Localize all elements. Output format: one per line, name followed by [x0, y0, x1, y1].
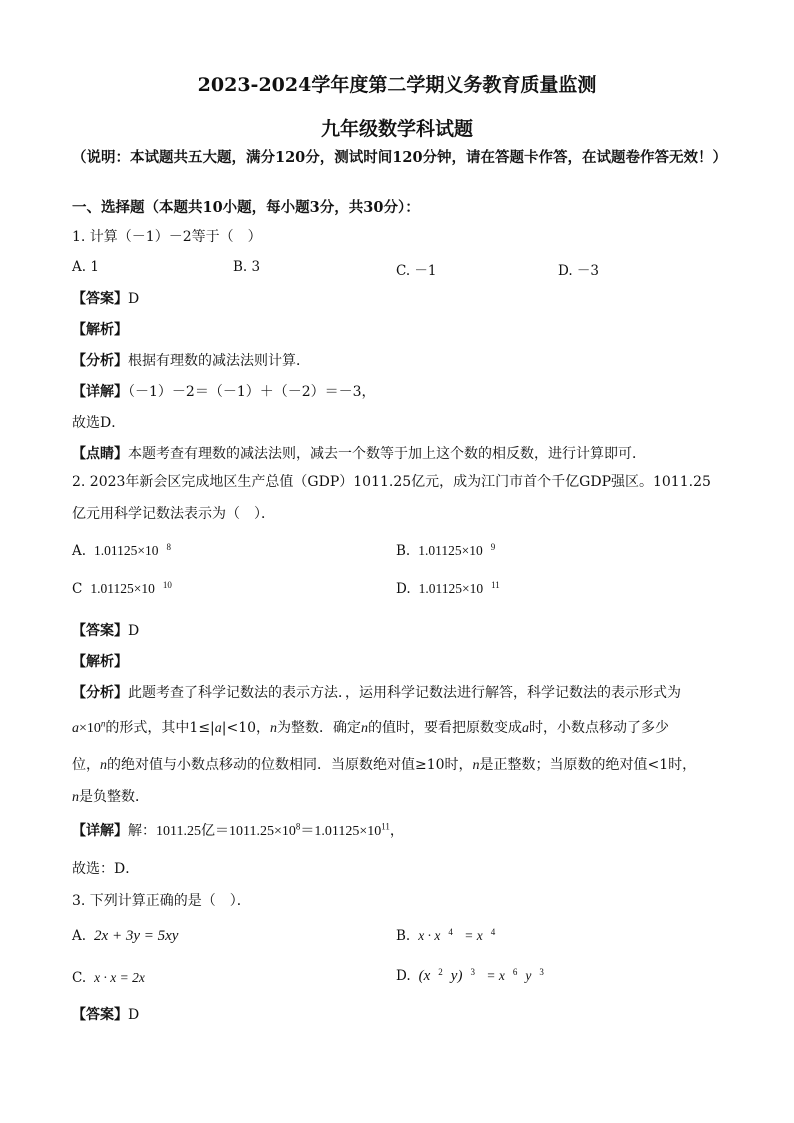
text-segment: 是正整数；当原数的绝对值<1时，: [479, 757, 697, 773]
math-exponent: 11: [381, 821, 390, 832]
q2-option-b: [396, 543, 495, 559]
q3-option-c: [72, 970, 145, 986]
option-value: (x: [418, 968, 431, 984]
text-segment: 的形式，其中1≤|: [105, 720, 215, 736]
dianjing-tag: 【点睛】: [72, 446, 128, 462]
fenxi-tag: 【分析】: [72, 353, 128, 369]
detail-tag: 【详解】: [72, 384, 128, 400]
text-segment: 为整数．确定: [277, 720, 362, 736]
answer-tag: 【答案】: [72, 291, 128, 307]
option-exponent: 10: [162, 579, 172, 590]
math-var: n: [72, 790, 79, 805]
question-3-stem: 3. 下列计算正确的是（ ）．: [72, 893, 251, 909]
q2-fenxi-line2: [72, 719, 669, 738]
q3-option-d: [396, 968, 544, 985]
math-exponent: 4: [490, 926, 496, 937]
dianjing-text: 本题考查有理数的减法法则，减去一个数等于加上这个数的相反数，进行计算即可．: [128, 446, 646, 462]
fenxi-text: 此题考查了科学记数法的表示方法．，运用科学记数法进行解答，科学记数法的表示形式为: [128, 685, 681, 701]
option-letter: A.: [72, 928, 87, 944]
q2-fenxi-line3: [72, 756, 696, 775]
option-value: 1.01125×10: [90, 581, 155, 596]
q1-dianjing: [72, 445, 646, 463]
q2-option-a: [72, 543, 171, 559]
detail-text: ，: [389, 823, 404, 839]
math-exponent: 4: [448, 926, 453, 937]
q2-fenxi-line1: [72, 684, 681, 702]
q2-detail: [72, 822, 404, 841]
q2-answer: [72, 622, 139, 640]
math-var: a: [72, 721, 79, 736]
detail-text: ＝1.01125×10: [300, 824, 382, 839]
answer-value: D: [128, 1007, 140, 1023]
math-var: a: [214, 721, 222, 736]
answer-tag: 【答案】: [72, 623, 128, 639]
option-value: 1.01125×10: [418, 543, 483, 558]
math-exponent: 6: [512, 966, 518, 977]
math-var: n: [270, 721, 278, 736]
q2-analysis-tag: 【解析】: [72, 654, 128, 670]
question-1-stem: 1. 计算（－1）－2等于（ ）: [72, 229, 262, 245]
option-letter: C: [72, 581, 83, 597]
math-var: a: [522, 721, 530, 736]
exam-instructions: （说明：本试题共五大题，满分120分，测试时间120分钟，请在答题卡作答，在试题卷作答无效！）: [72, 149, 728, 166]
q1-detail: [72, 383, 376, 401]
option-value: x · x = 2x: [94, 970, 145, 985]
option-value: y: [525, 968, 532, 983]
section-heading: 一、选择题（本题共10小题，每小题3分，共30分）：: [72, 199, 420, 216]
q1-choose: 故选D．: [72, 415, 126, 431]
fenxi-text: 根据有理数的减法法则计算．: [128, 353, 310, 369]
text-segment: 的值时，要看把原数变成: [368, 720, 523, 736]
math-exponent: 8: [295, 821, 301, 832]
math-exponent: 3: [539, 966, 544, 977]
math-var: n: [100, 758, 107, 773]
option-value: = x: [482, 968, 505, 983]
q1-option-c: C. －1: [396, 263, 437, 279]
option-letter: B.: [396, 928, 411, 944]
detail-text: 解：1011.25亿＝1011.25×10: [128, 824, 296, 839]
detail-tag: 【详解】: [72, 823, 128, 839]
math-var: n: [472, 758, 480, 773]
text-segment: 是负整数．: [79, 789, 149, 805]
option-value: y): [450, 968, 463, 984]
option-letter: D.: [396, 581, 411, 597]
math-var: n: [361, 721, 369, 736]
q3-option-b: [396, 928, 495, 944]
exam-subtitle: 九年级数学科试题: [320, 118, 473, 140]
text-segment: 的绝对值与小数点移动的位数相同．当原数绝对值≥10时，: [107, 757, 473, 773]
option-value: 1.01125×10: [94, 543, 159, 558]
q2-option-c: [72, 581, 172, 597]
q3-option-a: [72, 928, 178, 945]
option-letter: D.: [396, 968, 411, 984]
option-value: = x: [460, 928, 483, 943]
option-exponent: 11: [491, 579, 500, 590]
q1-analysis-tag: 【解析】: [72, 322, 128, 338]
option-value: 1.01125×10: [418, 581, 484, 596]
option-letter: A.: [72, 543, 87, 559]
option-exponent: 9: [490, 541, 496, 552]
fenxi-tag: 【分析】: [72, 685, 128, 701]
math-exponent: 2: [438, 966, 443, 977]
text-segment: 位，: [72, 757, 100, 773]
option-value: 2x + 3y = 5xy: [94, 928, 179, 944]
detail-text: （－1）－2＝（－1）＋（－2）＝－3，: [128, 384, 376, 400]
q1-fenxi: [72, 352, 310, 370]
question-2-stem: 2. 2023年新会区完成地区生产总值（GDP）1011.25亿元，成为江门市首个千亿GDP强区。1011.25亿元用科学记数法表示为（ ）．: [72, 474, 711, 522]
option-exponent: 8: [166, 541, 172, 552]
text-segment: |<10，: [221, 720, 271, 736]
answer-value: D: [128, 623, 140, 639]
option-letter: B.: [396, 543, 411, 559]
math-exponent: n: [100, 718, 106, 729]
exam-title: 2023-2024学年度第二学期义务教育质量监测: [197, 74, 597, 96]
text-segment: 时，小数点移动了多少: [529, 720, 670, 736]
option-letter: C.: [72, 970, 87, 986]
q1-option-a: A. 1: [72, 259, 99, 275]
q3-answer: [72, 1006, 139, 1024]
q1-answer: [72, 290, 139, 308]
q2-option-d: [396, 581, 500, 597]
math-exponent: 3: [470, 966, 475, 977]
q2-fenxi-line4: [72, 788, 149, 807]
q1-option-d: D. －3: [558, 263, 600, 279]
q2-choose: 故选：D．: [72, 861, 140, 877]
option-value: x · x: [418, 928, 441, 943]
answer-value: D: [128, 291, 140, 307]
answer-tag: 【答案】: [72, 1007, 128, 1023]
math-text: ×10: [79, 721, 101, 736]
q1-option-b: B. 3: [233, 259, 261, 275]
